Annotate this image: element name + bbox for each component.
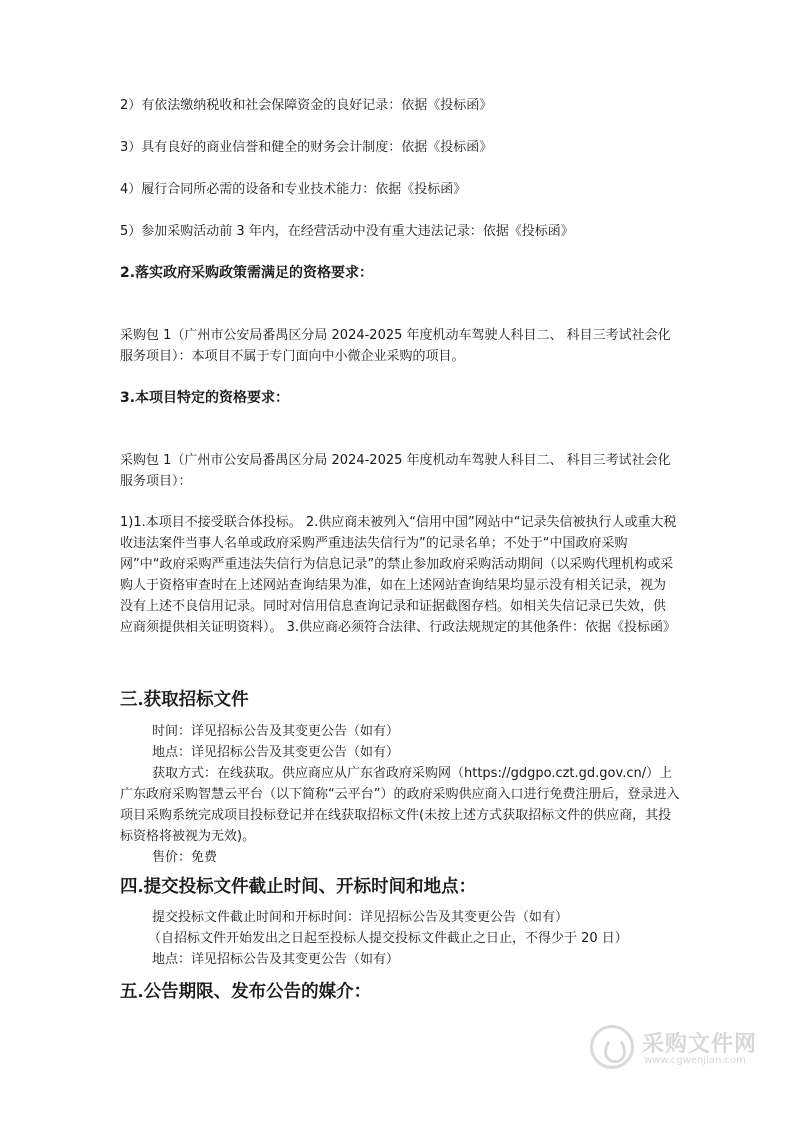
submission-deadline: 提交投标文件截止时间和开标时间：详见招标公告及其变更公告（如有）: [152, 910, 569, 925]
submission-note: （自招标文件开始发出之日起至投标人提交投标文件截止之日止，不得少于 20 日）: [148, 931, 628, 946]
obtain-price: 售价：免费: [152, 850, 218, 865]
section-3-detail: 1)1.本项目不接受联合体投标。 2.供应商未被列入“信用中国”网站中“记录失信被执行人或重大税收违法案件当事人名单或政府采购严重违法失信行为”的记录名单；不处于“中国政府采购网”中“政府采购严重违法失信行为信息记录”的禁止参加政府采购活动期间（以采购代理机构或采购人于资格审查时在上述网站查询结果为准，如在上述网站查询结果均显示没有相关记录，视为没有上述不良信用记录。同时对信用信息查询记录和证据截图存档。如相关失信记录已失效，供应商须提供相关证明资料）。 3.供应商必须符合法律、行政法规规定的其他条件：依据《投标函》: [120, 515, 677, 635]
chapter-4-heading: 四.提交投标文件截止时间、开标时间和地点：: [120, 877, 477, 897]
section-3-heading: 3.本项目特定的资格要求：: [120, 390, 290, 406]
requirement-item-3: 3）具有良好的商业信誉和健全的财务会计制度：依据《投标函》: [120, 140, 493, 155]
obtain-place: 地点：详见招标公告及其变更公告（如有）: [152, 745, 400, 760]
watermark-title: 采购文件网: [642, 1032, 758, 1057]
obtain-method-text: 获取方式：在线获取。供应商应从广东省政府采购网（https://gdgpo.czt.gd.gov.cn/）上广东政府采购智慧云平台（以下简称“云平台”）的政府采购供应商入口进行免费注册后，登录进入项目采购系统完成项目投标登记并在线获取招标文件(未按上述方式获取招标文件的供应商，其投标资格将被视为无效)。: [120, 766, 680, 844]
requirement-item-2: 2）有依法缴纳税收和社会保障资金的良好记录：依据《投标函》: [120, 98, 493, 113]
submission-place: 地点：详见招标公告及其变更公告（如有）: [152, 952, 400, 967]
obtain-method: [120, 763, 680, 847]
section-3-paragraph: 采购包 1（广州市公安局番禺区分局 2024-2025 年度机动车驾驶人科目二、 科目三考试社会化服务项目）：: [120, 453, 671, 489]
obtain-time: 时间：详见招标公告及其变更公告（如有）: [152, 724, 400, 739]
section-2-paragraph: 采购包 1（广州市公安局番禺区分局 2024-2025 年度机动车驾驶人科目二、 科目三考试社会化服务项目）：本项目不属于专门面向中小微企业采购的项目。: [120, 328, 671, 364]
chapter-5-heading: 五.公告期限、发布公告的媒介：: [120, 982, 372, 1002]
chapter-3-heading: 三.获取招标文件: [120, 690, 249, 710]
watermark-logo-icon: [590, 1025, 634, 1069]
section-2-heading: 2.落实政府采购政策需满足的资格要求：: [120, 265, 374, 281]
requirement-item-5: 5）参加采购活动前 3 年内，在经营活动中没有重大违法记录：依据《投标函》: [120, 224, 574, 239]
watermark: [590, 1025, 790, 1075]
watermark-url: www.cgwenjian.com: [644, 1055, 746, 1066]
requirement-item-4: 4）履行合同所必需的设备和专业技术能力：依据《投标函》: [120, 182, 467, 197]
